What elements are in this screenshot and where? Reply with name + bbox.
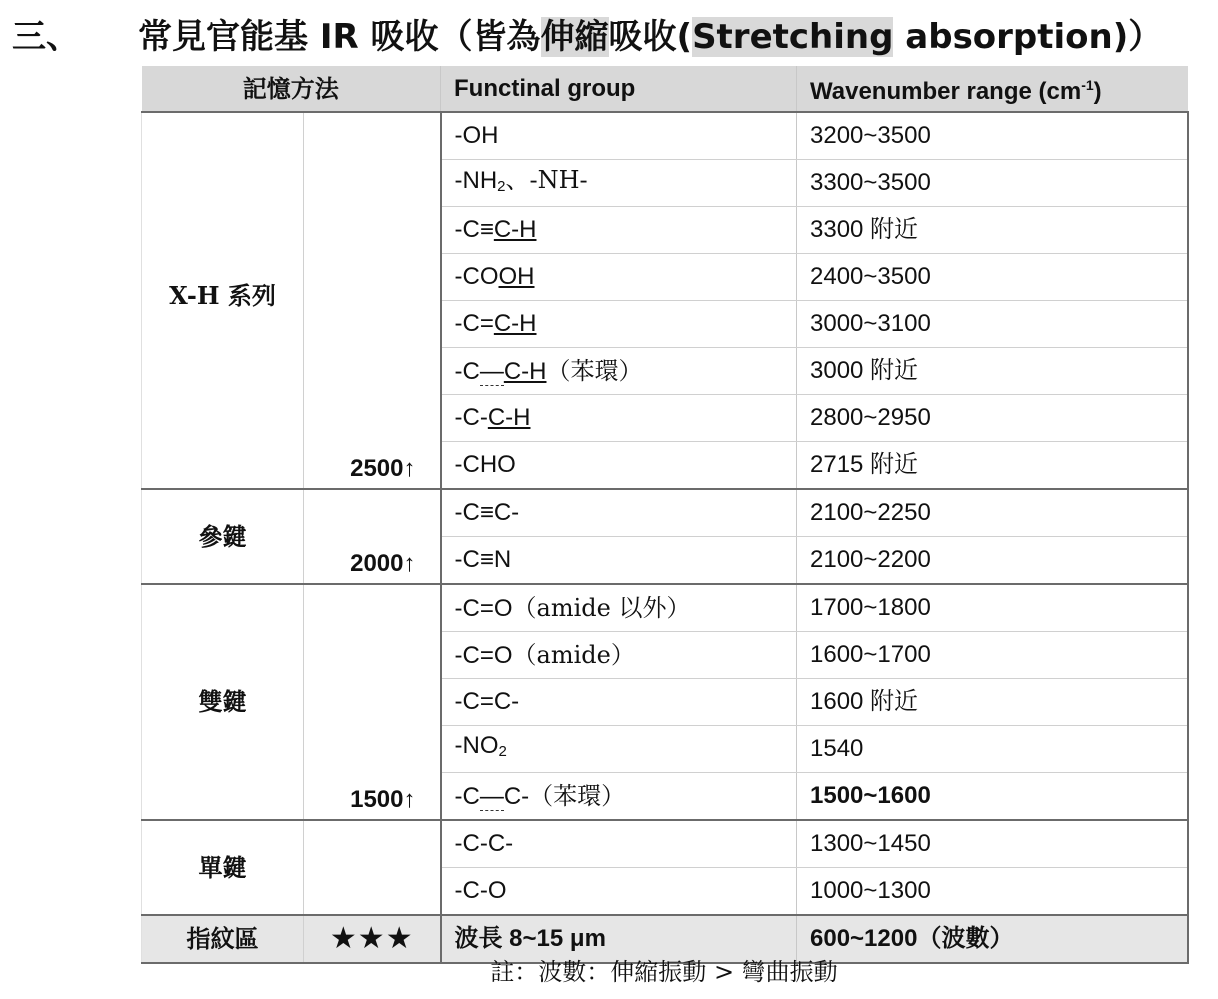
wavenumber-cell: 3200~3500 (797, 112, 1188, 160)
wavenumber-cell: 1300~1450 (797, 820, 1188, 868)
functional-group-cell (441, 773, 797, 821)
header-wavenumber-close: ) (1093, 78, 1102, 105)
wavenumber-cell: 3300~3500 (797, 160, 1188, 207)
functional-group-cell (441, 254, 797, 301)
table-row (142, 112, 1188, 160)
fg-text: -NO (454, 732, 499, 759)
wavenumber-cell: 2100~2200 (797, 537, 1188, 585)
table-row (142, 820, 1188, 868)
fg-subscript: 2 (498, 743, 507, 760)
fg-text: -CO (454, 263, 499, 290)
fg-underlined: C-H (503, 357, 547, 385)
functional-group-cell (441, 726, 797, 773)
wavenumber-cell: 2715 附近 (797, 442, 1188, 490)
fingerprint-wavelength: 波長 8~15 μm (441, 915, 797, 963)
fg-text-tail: 、-NH- (505, 165, 588, 194)
fg-note: （苯環） (546, 356, 643, 385)
title-highlight-stretch: 伸縮 (540, 17, 609, 57)
fg-text: -NH (454, 166, 498, 194)
header-wavenumber-text: Wavenumber range (cm (810, 78, 1082, 105)
fg-text: -C- (454, 404, 488, 431)
fg-note: （amide 以外） (512, 593, 691, 622)
fg-underlined: C-H (487, 404, 531, 431)
fg-note: （苯環） (529, 781, 626, 810)
fg-text-tail: C- (503, 782, 530, 810)
fg-underlined: C-H (493, 216, 537, 243)
hint-1500: 1500↑ (304, 584, 441, 820)
fg-text: -C=O (454, 641, 513, 669)
fg-text: -OH (454, 122, 499, 149)
wavenumber-cell: 2100~2250 (797, 489, 1188, 537)
hint-empty (304, 820, 441, 915)
fg-text: -C (454, 782, 480, 810)
wavenumber-cell: 2400~3500 (797, 254, 1188, 301)
wavenumber-cell: 1600~1700 (797, 632, 1188, 679)
fg-text: -C≡ (454, 216, 494, 243)
footnote: 註：波數：伸縮振動 > 彎曲振動 (490, 958, 838, 986)
fg-text: -C (454, 357, 480, 385)
category-double-bond: 雙鍵 (142, 584, 304, 820)
wavenumber-cell: 1000~1300 (797, 868, 1188, 916)
aromatic-bond: — (479, 357, 504, 385)
wavenumber-cell: 1700~1800 (797, 584, 1188, 632)
category-fingerprint: 指紋區 (142, 915, 304, 963)
header-wavenumber (797, 66, 1188, 112)
title-text-2: 吸收( (608, 17, 693, 57)
header-memory-method: 記憶方法 (142, 66, 441, 112)
functional-group-cell (441, 632, 797, 679)
functional-group-cell: -C-O (441, 868, 797, 916)
fg-underlined: OH (498, 263, 535, 290)
functional-group-cell (441, 395, 797, 442)
fg-text: -C=O (454, 594, 513, 622)
fg-note: （amide） (512, 640, 635, 669)
title-text-3: absorption)） (893, 17, 1163, 57)
section-number: 三、 (12, 17, 80, 57)
functional-group-cell: -C-C- (441, 820, 797, 868)
category-xh: X-H 系列 (142, 112, 304, 489)
aromatic-bond: — (479, 782, 504, 810)
header-functional-group: Functinal group (441, 66, 797, 112)
functional-group-cell (441, 112, 797, 160)
functional-group-cell: -C≡C- (441, 489, 797, 537)
category-single-bond: 單鍵 (142, 820, 304, 915)
fg-underlined: C-H (493, 310, 537, 337)
functional-group-cell (441, 348, 797, 395)
wavenumber-cell: 2800~2950 (797, 395, 1188, 442)
functional-group-cell (441, 301, 797, 348)
star-rating-icon: ★★★ (304, 915, 441, 963)
header-wavenumber-sup: -1 (1081, 77, 1094, 93)
wavenumber-cell: 1540 (797, 726, 1188, 773)
functional-group-cell: -C≡N (441, 537, 797, 585)
functional-group-cell (441, 584, 797, 632)
hint-2000: 2000↑ (304, 489, 441, 584)
wavenumber-cell: 1500~1600 (797, 773, 1188, 821)
category-triple-bond: 參鍵 (142, 489, 304, 584)
wavenumber-cell: 3300 附近 (797, 207, 1188, 254)
functional-group-cell: -CHO (441, 442, 797, 490)
fingerprint-range: 600~1200（波數） (797, 915, 1188, 963)
wavenumber-cell: 3000 附近 (797, 348, 1188, 395)
functional-group-cell: -C=C- (441, 679, 797, 726)
fg-text: -C= (454, 310, 494, 337)
title-highlight-stretching: Stretching (692, 17, 894, 57)
ir-absorption-table (141, 66, 1189, 964)
wavenumber-cell: 3000~3100 (797, 301, 1188, 348)
table-row (142, 584, 1188, 632)
page-title (12, 12, 1162, 62)
functional-group-cell (441, 160, 797, 207)
hint-2500: 2500↑ (304, 112, 441, 489)
fg-subscript: 2 (497, 177, 506, 195)
table-row (142, 489, 1188, 537)
table-header-row (142, 66, 1188, 112)
functional-group-cell (441, 207, 797, 254)
title-text-1: 常見官能基 IR 吸收（皆為 (138, 17, 541, 57)
wavenumber-cell: 1600 附近 (797, 679, 1188, 726)
